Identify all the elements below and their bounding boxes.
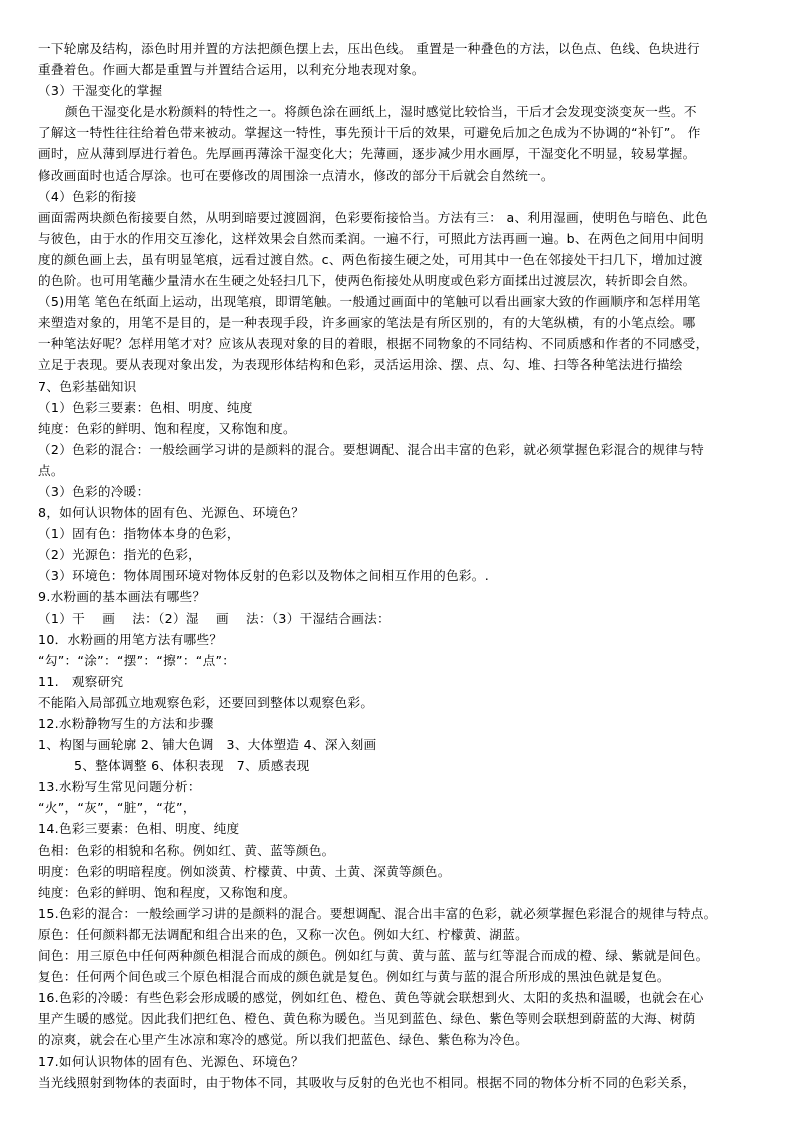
text-line: （1）固有色：指物体本身的色彩，: [38, 526, 240, 542]
text-line: 11. 观察研究: [38, 673, 124, 689]
text-line: 与彼色，由于水的作用交互渗化，这样效果会自然而柔润。一遍不行，可照此方法再画一遍。b、在两色之间用中间明: [38, 230, 704, 246]
text-line: 复色：任何两个间色或三个原色相混合而成的颜色就是复色。例如红与黄与蓝的混合所形成的黑浊色就是复色。: [38, 969, 670, 985]
text-line: （1）色彩三要素：色相、明度、纯度: [38, 399, 253, 415]
text-line: 色相：色彩的相貌和名称。例如红、黄、蓝等颜色。: [38, 842, 335, 858]
text-line: 10．水粉画的用笔方法有哪些？: [38, 631, 223, 647]
text-line: 立足于表现。要从表现对象出发，为表现形体结构和色彩，灵活运用涂、摆、点、勾、堆、扫等各种笔法进行描绘: [38, 357, 683, 373]
text-line: 当光线照射到物体的表面时，由于物体不同，其吸收与反射的色光也不相同。根据不同的物体分析不同的色彩关系，: [38, 1074, 696, 1090]
text-line: 纯度：色彩的鲜明、饱和程度，又称饱和度。: [38, 884, 296, 900]
text-line: 颜色干湿变化是水粉颜料的特性之一。将颜色涂在画纸上，湿时感觉比较恰当，干后才会发现变淡变灰一些。不: [65, 104, 697, 120]
text-line: 8，如何认识物体的固有色、光源色、环境色？: [38, 505, 305, 521]
text-line: （3）干湿变化的掌握: [38, 83, 163, 99]
text-line: 间色：用三原色中任何两种颜色相混合而成的颜色。例如红与黄、黄与蓝、蓝与红等混合而成的橙、绿、紫就是间色。: [38, 948, 709, 964]
text-line: 的凉爽，就会在心里产生冰凉和寒冷的感觉。所以我们把蓝色、绿色、紫色称为冷色。: [38, 1032, 528, 1048]
text-line: （2）光源色：指光的色彩，: [38, 547, 202, 563]
document-page: [38, 38, 760, 1093]
text-line: 画时，应从薄到厚进行着色。先厚画再薄涂干湿变化大；先薄画，逐步减少用水画厚，干湿变化不明显，较易掌握。: [38, 146, 696, 162]
text-line: 里产生暖的感觉。因此我们把红色、橙色、黄色称为暖色。当见到蓝色、绿色、紫色等则会联想到蔚蓝的大海、树荫: [38, 1011, 696, 1027]
text-line: 画面需两块颜色衔接要自然，从明到暗要过渡圆润，色彩要衔接恰当。方法有三： a、利用湿画，使明色与暗色、此色: [38, 209, 708, 225]
text-line: 明度：色彩的明暗程度。例如淡黄、柠檬黄、中黄、土黄、深黄等颜色。: [38, 863, 451, 879]
text-line: 原色：任何颜料都无法调配和组合出来的色，又称一次色。例如大红、柠檬黄、湖蓝。: [38, 926, 528, 942]
text-line: （2）色彩的混合：一般绘画学习讲的是颜料的混合。要想调配、混合出丰富的色彩，就必须掌握色彩混合的规律与特: [38, 441, 704, 457]
text-line: 一下轮廓及结构，添色时用并置的方法把颜色摆上去，压出色线。 重置是一种叠色的方法，以色点、色线、色块进行: [38, 41, 700, 56]
text-line: 14.色彩三要素：色相、明度、纯度: [38, 821, 240, 837]
text-line: 不能陷入局部孤立地观察色彩，还要回到整体以观察色彩。: [38, 694, 374, 710]
text-line: 7、色彩基础知识: [38, 378, 137, 394]
text-line: （5)用笔 笔色在纸面上运动，出现笔痕，即谓笔触。一般通过画面中的笔触可以看出画家大致的作画顺序和怎样用笔: [38, 294, 701, 310]
text-line: 9.水粉画的基本画法有哪些？: [38, 589, 206, 605]
text-line: 一种笔法好呢？怎样用笔才对？应该从表现对象的目的着眼，根据不同物象的不同结构、不同质感和作者的不同感受，: [38, 336, 709, 352]
text-line: 12.水粉静物写生的方法和步骤: [38, 716, 214, 731]
text-line: 了解这一特性往往给着色带来被动。掌握这一特性，事先预计干后的效果，可避免后加之色成为不协调的“补钉”。 作: [38, 125, 701, 141]
text-line: 16.色彩的冷暖：有些色彩会形成暖的感觉，例如红色、橙色、黄色等就会联想到火、太阳的炙热和温暖，也就会在心: [38, 990, 704, 1006]
text-line: 来塑造对象的，用笔不是目的，是一种表现手段，许多画家的笔法是有所区别的，有的大笔纵横，有的小笔点绘。哪: [38, 315, 696, 331]
text-line: 15.色彩的混合：一般绘画学习讲的是颜料的混合。要想调配、混合出丰富的色彩，就必须掌握色彩混合的规律与特点。: [38, 905, 717, 921]
text-line: 点。: [38, 462, 64, 478]
text-line: （4）色彩的衔接: [38, 188, 137, 204]
text-line: 13.水粉写生常见问题分析：: [38, 779, 201, 795]
text-line: 修改画面时也适合厚涂。也可在要修改的周围涂一点清水，修改的部分干后就会自然统一。: [38, 167, 554, 183]
text-line: 纯度：色彩的鲜明、饱和程度，又称饱和度。: [38, 420, 296, 436]
text-line: 重叠着色。作画大都是重置与并置结合运用，以利充分地表现对象。: [38, 62, 425, 78]
text-line: 5、整体调整 6、体积表现 7、质感表现: [74, 758, 310, 774]
text-line: 度的颜色画上去，虽有明显笔痕，远看过渡自然。c、两色衔接生硬之处，可用其中一色在邻接处干扫几下，增加过渡: [38, 251, 703, 267]
text-line: “勾”：“涂”：“摆”：“擦”：“点”：: [38, 652, 236, 668]
text-line: 1、构图与画轮廓 2、铺大色调 3、大体塑造 4、深入刻画: [38, 737, 377, 753]
text-line: 17.如何认识物体的固有色、光源色、环境色？: [38, 1053, 304, 1069]
text-line: “火”，“灰”，“脏”，“花”，: [38, 800, 196, 816]
text-line: （3）环境色：物体周围环境对物体反射的色彩以及物体之间相互作用的色彩。.: [38, 568, 490, 584]
text-line: 的色阶。也可用笔蘸少量清水在生硬之处轻扫几下，使两色衔接处从明度或色彩方面揉出过渡层次，转折即会自然。: [38, 273, 696, 289]
text-line: （3）色彩的冷暖：: [38, 483, 150, 499]
text-line: （1）干 画 法：（2）湿 画 法：（3）干湿结合画法：: [38, 610, 390, 626]
